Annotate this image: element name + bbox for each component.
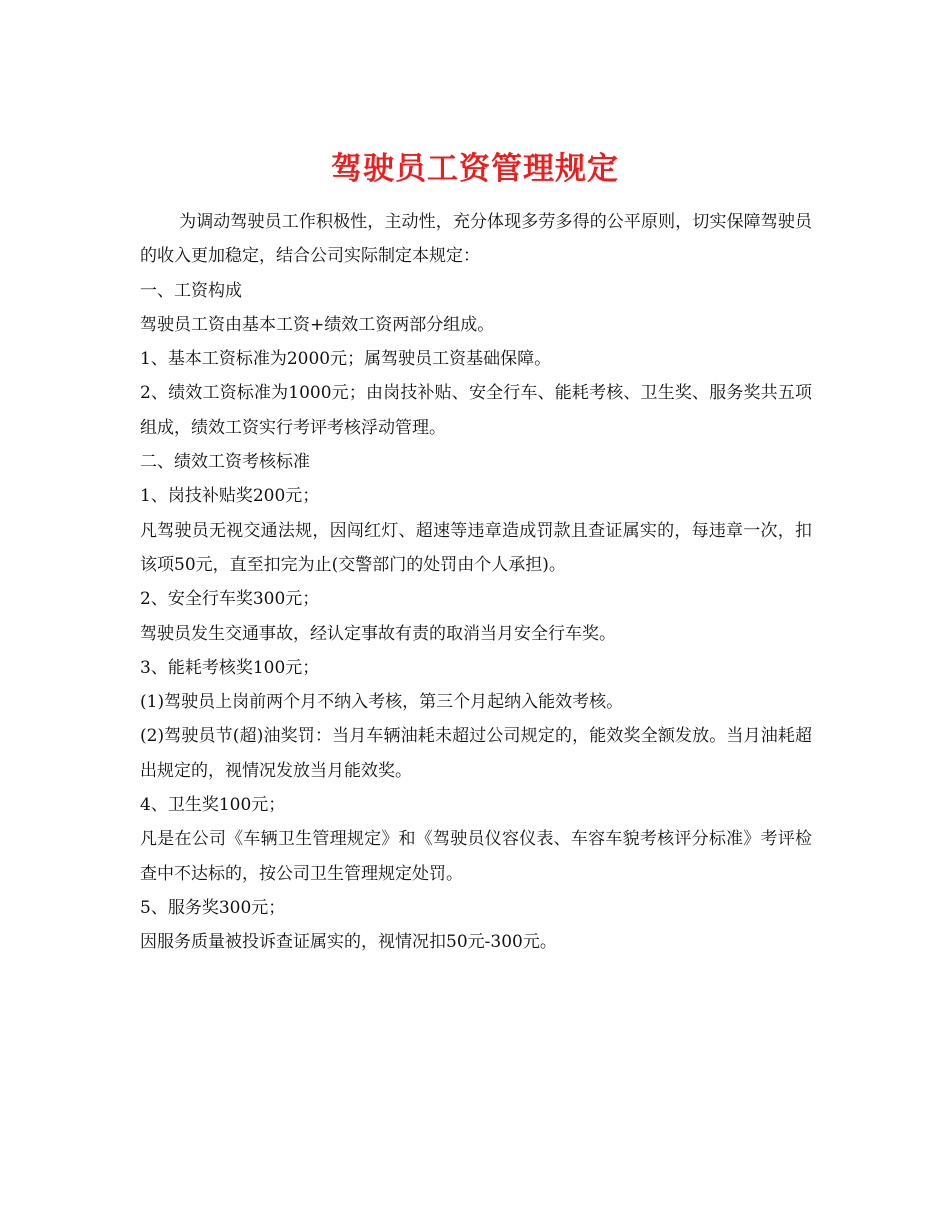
section-heading-assessment-standards: 二、绩效工资考核标准: [140, 452, 310, 473]
list-item-performance-salary: 2、绩效工资标准为1000元；由岗技补贴、安全行车、能耗考核、卫生奖、服务奖共五项组成，绩效工资实行考评考核浮动管理。: [140, 383, 812, 438]
list-item-energy-consumption-award: 3、能耗考核奖100元；: [140, 657, 320, 678]
section-heading-salary-structure: 一、工资构成: [140, 280, 242, 301]
document-title: 驾驶员工资管理规定: [331, 150, 619, 187]
document-body: [140, 205, 812, 960]
list-item-hygiene-award: 4、卫生奖100元；: [140, 795, 286, 816]
intro-paragraph: 为调动驾驶员工作积极性，主动性，充分体现多劳多得的公平原则，切实保障驾驶员的收入更加稳定，结合公司实际制定本规定：: [140, 212, 812, 267]
paragraph: 凡驾驶员无视交通法规，因闯红灯、超速等违章造成罚款且查证属实的，每违章一次，扣该项50元，直至扣完为止(交警部门的处罚由个人承担)。: [140, 520, 812, 575]
paragraph: 驾驶员工资由基本工资+绩效工资两部分组成。: [140, 314, 495, 335]
list-item-basic-salary: 1、基本工资标准为2000元；属驾驶员工资基础保障。: [140, 349, 552, 370]
list-item-service-award: 5、服务奖300元；: [140, 897, 286, 918]
list-item-post-skill-allowance: 1、岗技补贴奖200元；: [140, 486, 320, 507]
list-item-safe-driving-award: 2、安全行车奖300元；: [140, 589, 320, 610]
paragraph: 因服务质量被投诉查证属实的，视情况扣50元-300元。: [140, 932, 557, 953]
paragraph: 凡是在公司《车辆卫生管理规定》和《驾驶员仪容仪表、车容车貌考核评分标准》考评检查中不达标的，按公司卫生管理规定处罚。: [140, 829, 812, 884]
paragraph: 驾驶员发生交通事故，经认定事故有责的取消当月安全行车奖。: [140, 623, 616, 644]
paragraph: (1)驾驶员上岗前两个月不纳入考核，第三个月起纳入能效考核。: [140, 692, 624, 713]
paragraph: (2)驾驶员节(超)油奖罚：当月车辆油耗未超过公司规定的，能效奖全额发放。当月油耗超出规定的，视情况发放当月能效奖。: [140, 726, 812, 781]
